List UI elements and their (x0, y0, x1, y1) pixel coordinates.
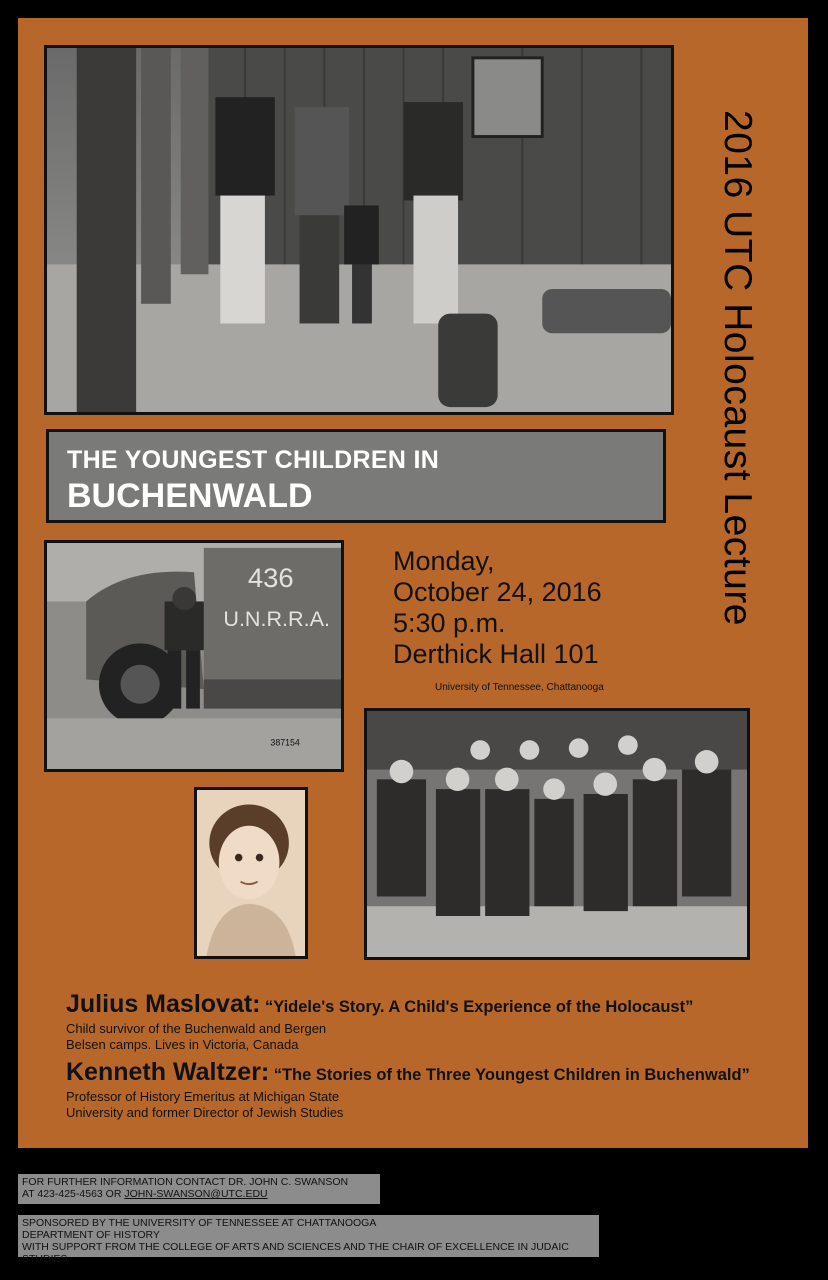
event-date: October 24, 2016 (393, 577, 602, 607)
speaker-1-name: Julius Maslovat: (66, 990, 261, 1018)
vertical-title-text: 2016 UTC Holocaust Lecture (716, 110, 759, 626)
contact-box (18, 1174, 380, 1204)
sponsor-box (18, 1215, 599, 1265)
speaker-1-bio-line-2: Belsen camps. Lives in Victoria, Canada (66, 1037, 299, 1052)
sponsor-line-1: SPONSORED BY THE UNIVERSITY OF TENNESSEE AT CHATTANOOGA (22, 1217, 377, 1229)
truck-label: U.N.R.R.A. (223, 606, 330, 631)
truck-number: 436 (247, 561, 294, 593)
photo-group-of-boys (364, 708, 750, 960)
contact-line-1: FOR FURTHER INFORMATION CONTACT DR. JOHN C. SWANSON (22, 1176, 349, 1188)
contact-phone: AT 423-425-4563 OR (22, 1188, 125, 1200)
event-details (393, 546, 602, 670)
contact-line-2 (22, 1188, 376, 1200)
event-location: Derthick Hall 101 (393, 639, 599, 669)
speaker-1-topic: “Yidele's Story. A Child's Experience of the Holocaust” (264, 998, 694, 1016)
sponsor-line-3: WITH SUPPORT FROM THE COLLEGE OF ARTS AND SCIENCES AND THE CHAIR OF EXCELLENCE IN JUDAIC STUDIES (22, 1241, 569, 1265)
event-time: 5:30 p.m. (393, 608, 506, 638)
truck-serial: 387154 (270, 737, 300, 748)
photo-child-portrait (194, 787, 308, 959)
title-line-2: BUCHENWALD (67, 477, 313, 515)
speaker-2 (66, 1058, 750, 1121)
title-box (46, 429, 666, 523)
event-institution: University of Tennessee, Chattanooga (435, 682, 604, 693)
speaker-1-bio-line-1: Child survivor of the Buchenwald and Bergen (66, 1021, 327, 1036)
figure-group (215, 97, 463, 323)
sponsor-line-2: DEPARTMENT OF HISTORY (22, 1229, 160, 1241)
speaker-2-topic: “The Stories of the Three Youngest Children in Buchenwald” (273, 1066, 750, 1084)
contact-email-link[interactable]: JOHN-SWANSON@UTC.EDU (124, 1188, 268, 1200)
event-day: Monday, (393, 546, 495, 576)
title-line-1: THE YOUNGEST CHILDREN IN (67, 446, 440, 474)
speaker-1 (66, 990, 693, 1053)
photo-child-on-truck (44, 540, 344, 772)
speaker-2-bio-line-1: Professor of History Emeritus at Michigan State (66, 1089, 340, 1104)
vertical-title (712, 48, 762, 688)
speaker-2-bio-line-2: University and former Director of Jewish Studies (66, 1105, 344, 1120)
photo-children-walking (44, 45, 674, 415)
speaker-2-name: Kenneth Waltzer: (66, 1058, 270, 1086)
